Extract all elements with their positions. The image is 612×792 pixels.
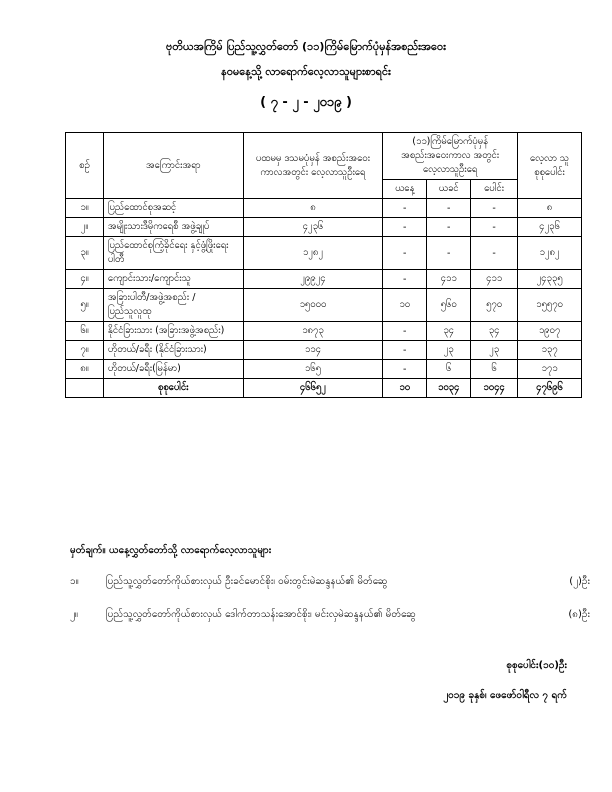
row-total: ၁၂၈၂ (518, 237, 582, 270)
row-category: ပြည်ထောင်စုအဆင့် (103, 199, 243, 218)
row-total: ၁၃၇ (518, 341, 582, 360)
row-total: ၈ (518, 199, 582, 218)
total-grand: ၄၇၆၉၆ (518, 379, 582, 398)
note-count: (၈)ဦး (568, 609, 590, 620)
table-row (66, 218, 582, 237)
row-sum: - (471, 199, 518, 218)
row-prev: ၁၁၄ (243, 341, 383, 360)
row-yesterday: ၂၃ (427, 341, 471, 360)
header-grand-total: လေ့လာ သူ စုစုပေါင်း (518, 133, 582, 199)
row-total: ၁၇၁ (518, 360, 582, 379)
total-yesterday: ၁၀၃၄ (427, 379, 471, 398)
note-text: ပြည်သူ့လွှတ်တော်ကိုယ်စားလှယ် ဦးခင်မောင်စိုး၊ ဝမ်းတွင်းမဲဆန္ဒနယ်၏ မိတ်ဆွေ (106, 576, 388, 587)
row-category: နိုင်ငံခြားသား (အခြားအဖွဲ့အစည်း) (103, 322, 243, 341)
visitor-table (65, 132, 582, 398)
row-today: - (383, 360, 427, 379)
row-today: - (383, 322, 427, 341)
notes-heading: မှတ်ချက်။ ယနေ့လွှတ်တော်သို့ လာရောက်လေ့လာသူများ (70, 545, 272, 556)
note-count: (၂)ဦး (569, 576, 590, 587)
row-yesterday: ၆ (427, 360, 471, 379)
row-total: ၂၄၃၃၅ (518, 270, 582, 289)
row-number: ၇။ (66, 341, 104, 360)
row-prev: ၁၅၀၀၀ (243, 289, 383, 322)
header-previous-sessions: ပထမမှ ဒသမပုံမှန် အစည်းအဝေးကာလအတွင်း လေ့လာသူဦးရေ (243, 133, 383, 199)
total-row (66, 379, 582, 398)
header-previous: ယခင် (427, 180, 471, 199)
row-category: ပြည်ထောင်စုကြံ့ခိုင်ရေး နှင့်ဖွံ့ဖြိုးရေးပါတီ (103, 237, 243, 270)
note-text: ပြည်သူ့လွှတ်တော်ကိုယ်စားလှယ် ဒေါက်တာသန်းအောင်စိုး၊ မင်းလှမဲဆန္ဒနယ်၏ မိတ်ဆွေ (106, 609, 416, 620)
row-today: - (383, 218, 427, 237)
row-sum: ၅၇၀ (471, 289, 518, 322)
note-number: ၂။ (70, 609, 78, 620)
total-label: စုစုပေါင်း (103, 379, 243, 398)
table-row (66, 341, 582, 360)
row-number: ၄။ (66, 270, 104, 289)
table-row (66, 199, 582, 218)
row-sum: ၃၄ (471, 322, 518, 341)
row-category: အခြားပါတီ/အဖွဲ့အစည်း / ပြည်သူလူထု (103, 289, 243, 322)
row-yesterday: - (427, 199, 471, 218)
row-sum: - (471, 237, 518, 270)
total-prev: ၄၆၆၅၂ (243, 379, 383, 398)
row-yesterday: - (427, 237, 471, 270)
document-subtitle: နဝမနေ့သို့ လာရောက်လေ့လာသူများစာရင်း (221, 65, 391, 78)
row-prev: ၄၂၃၆ (243, 218, 383, 237)
row-yesterday: ၄၁၁ (427, 270, 471, 289)
row-sum: ၆ (471, 360, 518, 379)
table-row (66, 237, 582, 270)
document-title: ဗုတိယအကြိမ် ပြည်သူ့လွှတ်တော် (၁၁)ကြိမ်မြောက်ပုံမှန်အစည်းအဝေး (166, 40, 446, 53)
row-prev: ၁၈၇၃ (243, 322, 383, 341)
row-sum: - (471, 218, 518, 237)
header-current-sum: ပေါင်း (471, 180, 518, 199)
total-sum: ၁၀၄၄ (471, 379, 518, 398)
total-today: ၁၀ (383, 379, 427, 398)
row-number: ၁။ (66, 199, 104, 218)
row-today: - (383, 270, 427, 289)
row-yesterday: - (427, 218, 471, 237)
row-number: ၂။ (66, 218, 104, 237)
row-total: ၄၂၃၆ (518, 218, 582, 237)
row-today: - (383, 341, 427, 360)
header-category: အကြောင်းအရာ (103, 133, 243, 199)
row-prev: ၁၂၈၂ (243, 237, 383, 270)
row-number: ၃။ (66, 237, 104, 270)
row-category: ဟိုတယ်/ခရီး(မြန်မာ) (103, 360, 243, 379)
footer-date: ၂၀၁၉ ခုနှစ်၊ ဖေဖော်ဝါရီလ ၇ ရက် (443, 690, 567, 701)
row-prev: ၈ (243, 199, 383, 218)
header-current-session: (၁၁)ကြိမ်မြောက်ပုံမှန် အစည်းအဝေးကာလ အတွင်းလေ့လာသူဦးရေ (383, 133, 518, 180)
row-total: ၁၉၀၇ (518, 322, 582, 341)
row-category: အမျိုးသားဒီမိုကရေစီ အဖွဲ့ချုပ် (103, 218, 243, 237)
table-row (66, 289, 582, 322)
table-row (66, 360, 582, 379)
row-total: ၁၅၅၇၀ (518, 289, 582, 322)
row-prev: ၁၆၅ (243, 360, 383, 379)
row-today: - (383, 199, 427, 218)
note-number: ၁။ (70, 576, 79, 587)
row-number: ၈။ (66, 360, 104, 379)
row-category: ကျောင်းသား/ကျောင်းသူ (103, 270, 243, 289)
table-row (66, 322, 582, 341)
table-row (66, 270, 582, 289)
header-today: ယနေ့ (383, 180, 427, 199)
row-yesterday: ၅၆၀ (427, 289, 471, 322)
row-sum: ၂၃ (471, 341, 518, 360)
row-prev: ၂၉၉၂၄ (243, 270, 383, 289)
header-no: စဥ် (66, 133, 104, 199)
row-number: ၆။ (66, 322, 104, 341)
row-today: ၁၀ (383, 289, 427, 322)
row-today: - (383, 237, 427, 270)
row-yesterday: ၃၄ (427, 322, 471, 341)
row-category: ဟိုတယ်/ခရီး (နိုင်ငံခြားသား) (103, 341, 243, 360)
row-sum: ၄၁၁ (471, 270, 518, 289)
report-date: ( ၇ - ၂ - ၂၀၁၉ ) (260, 95, 352, 110)
footer-total: စုစုပေါင်း(၁၀)ဦး (506, 660, 567, 671)
row-number: ၅။ (66, 289, 104, 322)
